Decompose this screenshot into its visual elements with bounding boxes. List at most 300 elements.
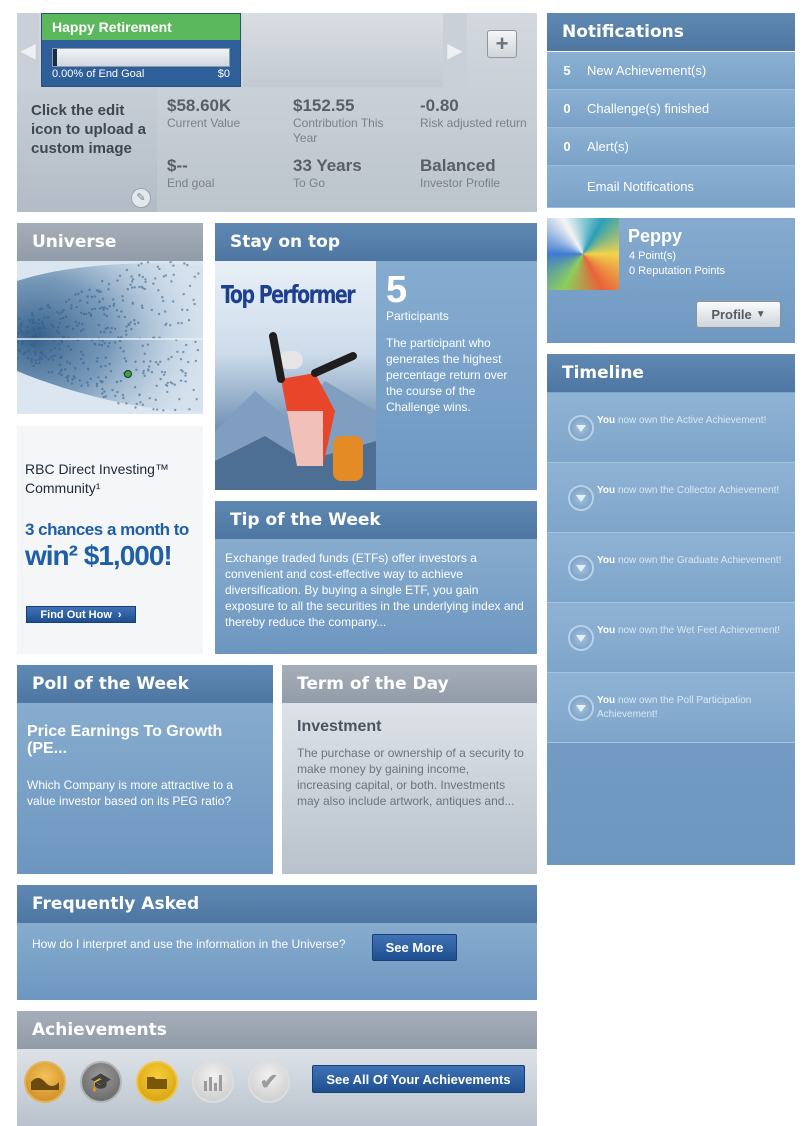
faq-question[interactable]: How do I interpret and use the information in the Universe? (32, 937, 346, 951)
scatter-dot (66, 361, 68, 363)
scatter-dot (107, 288, 109, 290)
scatter-dot (121, 295, 123, 297)
scatter-dot (58, 332, 60, 334)
universe-scatter-plot (17, 261, 203, 414)
scatter-dot (44, 356, 46, 358)
term-title: Term of the Day (282, 665, 537, 703)
scatter-dot (31, 312, 33, 314)
faq-title: Frequently Asked (17, 885, 537, 923)
scatter-dot (58, 312, 60, 314)
scatter-dot (158, 268, 160, 270)
scatter-dot (119, 340, 121, 342)
scatter-dot (59, 364, 61, 366)
scatter-dot (119, 275, 121, 277)
edit-icon[interactable]: ✎ (131, 188, 151, 208)
scatter-dot (80, 385, 82, 387)
scatter-dot (157, 363, 159, 365)
scatter-dot (62, 309, 64, 311)
scatter-dot (186, 309, 188, 311)
scatter-dot (101, 340, 103, 342)
scatter-dot (122, 394, 124, 396)
scatter-dot (147, 368, 149, 370)
scatter-dot (86, 381, 88, 383)
goal-progress-amount: $0 (217, 68, 230, 80)
scatter-dot (157, 289, 159, 291)
scatter-dot (18, 318, 20, 320)
scatter-dot (144, 281, 146, 283)
scatter-dot (65, 301, 67, 303)
stat-years-to-go: 33 Years To Go (293, 156, 362, 190)
scatter-dot (34, 354, 36, 356)
scatter-dot (114, 341, 116, 343)
scatter-dot (80, 351, 82, 353)
scatter-dot (59, 322, 61, 324)
skier-illustration (215, 261, 376, 490)
see-all-achievements-button[interactable]: See All Of Your Achievements (312, 1065, 525, 1093)
scatter-dot (194, 276, 196, 278)
scatter-dot (56, 311, 58, 313)
scatter-dot (51, 371, 53, 373)
participants-label: Participants (386, 309, 449, 323)
see-more-button[interactable]: See More (372, 934, 457, 961)
scatter-dot (194, 341, 196, 343)
profile-points: 4 Point(s) (629, 250, 677, 262)
scatter-dot (189, 285, 191, 287)
scatter-dot (124, 316, 126, 318)
scatter-dot (94, 295, 96, 297)
scatter-dot (28, 331, 30, 333)
scatter-dot (91, 308, 93, 310)
scatter-dot (18, 327, 20, 329)
scatter-dot (88, 312, 90, 314)
scatter-dot (188, 408, 190, 410)
scatter-dot (43, 316, 45, 318)
scatter-dot (35, 362, 37, 364)
goal-progress-label: 0.00% of End Goal (52, 68, 145, 80)
universe-scatter[interactable] (17, 261, 203, 414)
scatter-dot (120, 310, 122, 312)
scatter-dot (69, 362, 71, 364)
scatter-dot (53, 340, 55, 342)
scatter-dot (34, 328, 36, 330)
scatter-dot (132, 278, 134, 280)
scatter-dot (86, 302, 88, 304)
scatter-dot (22, 353, 24, 355)
scatter-dot (147, 261, 149, 263)
top-performer-text: Top Performer (221, 281, 355, 310)
scatter-dot (138, 264, 140, 266)
scatter-dot (106, 308, 108, 310)
scatter-dot (91, 296, 93, 298)
ad-headline: 3 chances a month to (25, 520, 189, 539)
scatter-dot (106, 315, 108, 317)
scatter-dot (172, 300, 174, 302)
scatter-dot (90, 313, 92, 315)
scatter-dot (52, 326, 54, 328)
notification-email[interactable]: Email Notifications (547, 166, 795, 208)
scatter-dot (136, 403, 138, 405)
scatter-dot (183, 262, 185, 264)
graduate-cap-icon[interactable]: 🎓 (80, 1061, 122, 1103)
notification-challenges[interactable]: 0 Challenge(s) finished (547, 90, 795, 128)
scatter-dot (180, 358, 182, 360)
scatter-dot (96, 357, 98, 359)
scatter-dot (142, 372, 144, 374)
scatter-dot (143, 360, 145, 362)
stat-end-goal: $-- End goal (167, 156, 215, 190)
scatter-dot (101, 392, 103, 394)
scatter-dot (96, 383, 98, 385)
scatter-dot (158, 313, 160, 315)
ad-brand: RBC Direct Investing™ Community¹ (25, 461, 169, 496)
scatter-dot (74, 377, 76, 379)
scatter-dot (52, 359, 54, 361)
scatter-dot (21, 325, 23, 327)
add-goal-button[interactable]: + (487, 30, 517, 58)
scatter-dot (87, 368, 89, 370)
universe-title: Universe (17, 223, 203, 261)
scatter-dot (138, 274, 140, 276)
scatter-dot (166, 385, 168, 387)
scatter-dot (149, 360, 151, 362)
scatter-dot (131, 286, 133, 288)
scatter-dot (159, 361, 161, 363)
tip-body[interactable] (215, 539, 537, 654)
scatter-dot (130, 275, 132, 277)
scatter-dot (38, 359, 40, 361)
scatter-dot (96, 360, 98, 362)
scatter-dot (151, 371, 153, 373)
scatter-dot (185, 344, 187, 346)
scatter-dot (125, 330, 127, 332)
scatter-dot (75, 321, 77, 323)
scatter-dot (42, 354, 44, 356)
scatter-dot (129, 321, 131, 323)
scatter-dot (101, 280, 103, 282)
scatter-dot (30, 343, 32, 345)
scatter-dot (98, 344, 100, 346)
scatter-dot (70, 348, 72, 350)
notifications-title: Notifications (547, 13, 795, 51)
goal-carousel-prev[interactable]: ◀ (17, 13, 39, 87)
scatter-dot (82, 362, 84, 364)
poll-heading: Price Earnings To Growth (PE... (27, 723, 223, 757)
scatter-dot (197, 272, 199, 274)
scatter-dot (38, 326, 40, 328)
scatter-dot (93, 342, 95, 344)
folder-badge-icon[interactable] (136, 1061, 178, 1103)
goal-carousel-next[interactable]: ▶ (443, 13, 467, 87)
scatter-dot (60, 370, 62, 372)
scatter-dot (155, 385, 157, 387)
scatter-dot (144, 288, 146, 290)
scatter-dot (33, 343, 35, 345)
achievement-icon (568, 415, 594, 441)
tip-text: Exchange traded funds (ETFs) offer investors a convenient and cost-effective way to achieve diversification. By buying a single ETF, you gain exposure to all the securities in the underlying index and thereby reduce the company... (225, 551, 524, 629)
checkmark-badge-icon[interactable]: ✔ (248, 1061, 290, 1103)
scatter-dot (57, 326, 59, 328)
poll-body[interactable] (17, 703, 273, 874)
rbc-ad[interactable] (17, 426, 203, 654)
scatter-dot (59, 318, 61, 320)
scatter-dot (104, 342, 106, 344)
scatter-dot (125, 334, 127, 336)
top-performer-image[interactable] (215, 261, 376, 490)
scatter-dot (51, 324, 53, 326)
scatter-dot (172, 264, 174, 266)
scatter-dot (47, 316, 49, 318)
scatter-dot (187, 361, 189, 363)
scatter-dot (58, 343, 60, 345)
scatter-dot (25, 334, 27, 336)
scatter-dot (119, 347, 121, 349)
scatter-dot (99, 307, 101, 309)
scatter-dot (26, 326, 28, 328)
stay-on-top-info (376, 261, 537, 490)
scatter-dot (67, 380, 69, 382)
scatter-dot (80, 358, 82, 360)
scatter-dot (105, 395, 107, 397)
profile-reputation: 0 Reputation Points (629, 265, 726, 277)
scatter-dot (180, 379, 182, 381)
timeline-item[interactable]: You now own the Collector Achievement! (547, 463, 795, 533)
scatter-dot (101, 344, 103, 346)
scatter-dot (103, 390, 105, 392)
scatter-dot (194, 303, 196, 305)
goal-image-upload[interactable] (17, 88, 157, 212)
scatter-dot (129, 284, 131, 286)
scatter-dot (116, 391, 118, 393)
scatter-dot (60, 356, 62, 358)
scatter-dot (147, 344, 149, 346)
stat-current-value: $58.60K Current Value (167, 96, 241, 130)
scatter-dot (32, 365, 34, 367)
scatter-dot (65, 316, 67, 318)
scatter-dot (125, 325, 127, 327)
scatter-dot (27, 350, 29, 352)
scatter-dot (162, 409, 164, 411)
scatter-dot (174, 384, 176, 386)
scatter-dot (193, 389, 195, 391)
scatter-dot (159, 378, 161, 380)
scatter-dot (108, 363, 110, 365)
scatter-dot (77, 293, 79, 295)
scatter-dot (81, 291, 83, 293)
scatter-dot (111, 389, 113, 391)
notification-achievements[interactable]: 5 New Achievement(s) (547, 52, 795, 90)
scatter-dot (61, 341, 63, 343)
scatter-dot (87, 384, 89, 386)
scatter-dot (109, 305, 111, 307)
scatter-dot (122, 299, 124, 301)
scatter-dot (22, 333, 24, 335)
scatter-dot (142, 404, 144, 406)
scatter-dot (112, 298, 114, 300)
scatter-dot (140, 262, 142, 264)
scatter-dot (61, 374, 63, 376)
scatter-dot (96, 385, 98, 387)
wave-badge-icon[interactable] (24, 1061, 66, 1103)
scatter-dot (19, 350, 21, 352)
goal-carousel-area (243, 13, 443, 87)
scatter-dot (100, 331, 102, 333)
scatter-dot (125, 402, 127, 404)
challenge-description: The participant who generates the highest percentage return over the course of the Challenge wins. (386, 336, 508, 414)
avatar[interactable] (547, 218, 619, 290)
scatter-dot (34, 322, 36, 324)
scatter-dot (101, 306, 103, 308)
stay-on-top-title: Stay on top (215, 223, 537, 261)
scatter-dot (152, 408, 154, 410)
scatter-dot (104, 365, 106, 367)
achievements-title: Achievements (17, 1011, 537, 1049)
scatter-dot (154, 277, 156, 279)
scatter-dot (109, 331, 111, 333)
scatter-dot (100, 365, 102, 367)
caret-down-icon: ▼ (755, 309, 766, 320)
scatter-dot (174, 409, 176, 411)
scatter-dot (101, 381, 103, 383)
scatter-dot (135, 369, 137, 371)
scatter-dot (40, 351, 42, 353)
scatter-dot (70, 304, 72, 306)
scatter-dot (41, 323, 43, 325)
timeline-title: Timeline (547, 354, 795, 392)
scatter-dot (83, 313, 85, 315)
scatter-dot (133, 319, 135, 321)
scatter-dot (130, 328, 132, 330)
scatter-dot (171, 382, 173, 384)
profile-button[interactable]: Profile ▼ (696, 301, 781, 328)
scatter-dot (108, 342, 110, 344)
goal-name: Happy Retirement (42, 14, 240, 40)
scatter-dot (131, 280, 133, 282)
scatter-dot (120, 336, 122, 338)
scatter-dot (102, 298, 104, 300)
scatter-dot (126, 269, 128, 271)
scatter-dot (167, 382, 169, 384)
scatter-dot (113, 303, 115, 305)
term-body[interactable] (282, 703, 537, 874)
scatter-dot (122, 350, 124, 352)
scatter-dot (39, 308, 41, 310)
scatter-dot (97, 376, 99, 378)
scatter-dot (170, 356, 172, 358)
scatter-dot (127, 323, 129, 325)
arrow-right-icon: › (117, 608, 122, 621)
scatter-dot (21, 343, 23, 345)
scatter-dot (50, 356, 52, 358)
scatter-dot (28, 319, 30, 321)
upload-hint: Click the edit icon to upload a custom image (31, 102, 146, 157)
scatter-dot (107, 345, 109, 347)
scatter-dot (155, 361, 157, 363)
scatter-dot (47, 358, 49, 360)
scatter-dot (94, 308, 96, 310)
scatter-dot (141, 307, 143, 309)
scatter-dot (173, 274, 175, 276)
scatter-dot (169, 324, 171, 326)
scatter-dot (157, 266, 159, 268)
scatter-dot (138, 286, 140, 288)
scatter-dot (197, 349, 199, 351)
scatter-dot (103, 306, 105, 308)
participants-count: 5 (386, 269, 408, 311)
scatter-dot (64, 368, 66, 370)
scatter-dot (163, 374, 165, 376)
scatter-dot (134, 361, 136, 363)
scatter-dot (143, 375, 145, 377)
scatter-dot (80, 312, 82, 314)
scatter-dot (102, 309, 104, 311)
scatter-dot (111, 327, 113, 329)
scatter-dot (116, 309, 118, 311)
scatter-dot (67, 375, 69, 377)
scatter-dot (144, 278, 146, 280)
scatter-dot (103, 396, 105, 398)
scatter-dot (117, 402, 119, 404)
scatter-dot (116, 381, 118, 383)
profile-name: Peppy (628, 226, 683, 246)
scatter-dot (132, 302, 134, 304)
scatter-dot (82, 328, 84, 330)
scatter-dot (167, 358, 169, 360)
find-out-how-button[interactable]: Find Out How › (26, 606, 136, 623)
tip-title: Tip of the Week (215, 501, 537, 539)
timeline-item[interactable]: You now own the Wet Feet Achievement! (547, 603, 795, 673)
scatter-dot (114, 328, 116, 330)
chart-badge-icon[interactable] (192, 1061, 234, 1103)
scatter-dot (38, 334, 40, 336)
scatter-dot (105, 357, 107, 359)
timeline-item[interactable]: You now own the Active Achievement! (547, 393, 795, 463)
ad-headline-win: win² $1,000! (25, 540, 172, 571)
scatter-dot (38, 362, 40, 364)
scatter-dot (62, 317, 64, 319)
scatter-dot (186, 264, 188, 266)
scatter-dot (82, 354, 84, 356)
scatter-dot (103, 313, 105, 315)
timeline-item[interactable]: You now own the Poll Participation Achievement! (547, 673, 795, 743)
achievement-icon (568, 485, 594, 511)
scatter-dot (58, 373, 60, 375)
scatter-dot (137, 322, 139, 324)
scatter-dot (134, 323, 136, 325)
scatter-dot (116, 279, 118, 281)
scatter-dot (66, 377, 68, 379)
scatter-dot (195, 360, 197, 362)
scatter-dot (176, 351, 178, 353)
scatter-dot (178, 398, 180, 400)
scatter-dot (151, 309, 153, 311)
scatter-dot (72, 328, 74, 330)
scatter-dot (101, 388, 103, 390)
achievement-icon (568, 625, 594, 651)
scatter-dot (35, 335, 37, 337)
goal-card[interactable] (41, 13, 241, 87)
scatter-dot (67, 325, 69, 327)
timeline-item[interactable]: You now own the Graduate Achievement! (547, 533, 795, 603)
scatter-dot (39, 331, 41, 333)
scatter-dot (85, 313, 87, 315)
scatter-dot (31, 319, 33, 321)
scatter-dot (31, 361, 33, 363)
scatter-dot (74, 367, 76, 369)
notification-alerts[interactable]: 0 Alert(s) (547, 128, 795, 166)
scatter-dot (114, 395, 116, 397)
goal-progress-fill (53, 49, 57, 66)
scatter-dot (164, 324, 166, 326)
